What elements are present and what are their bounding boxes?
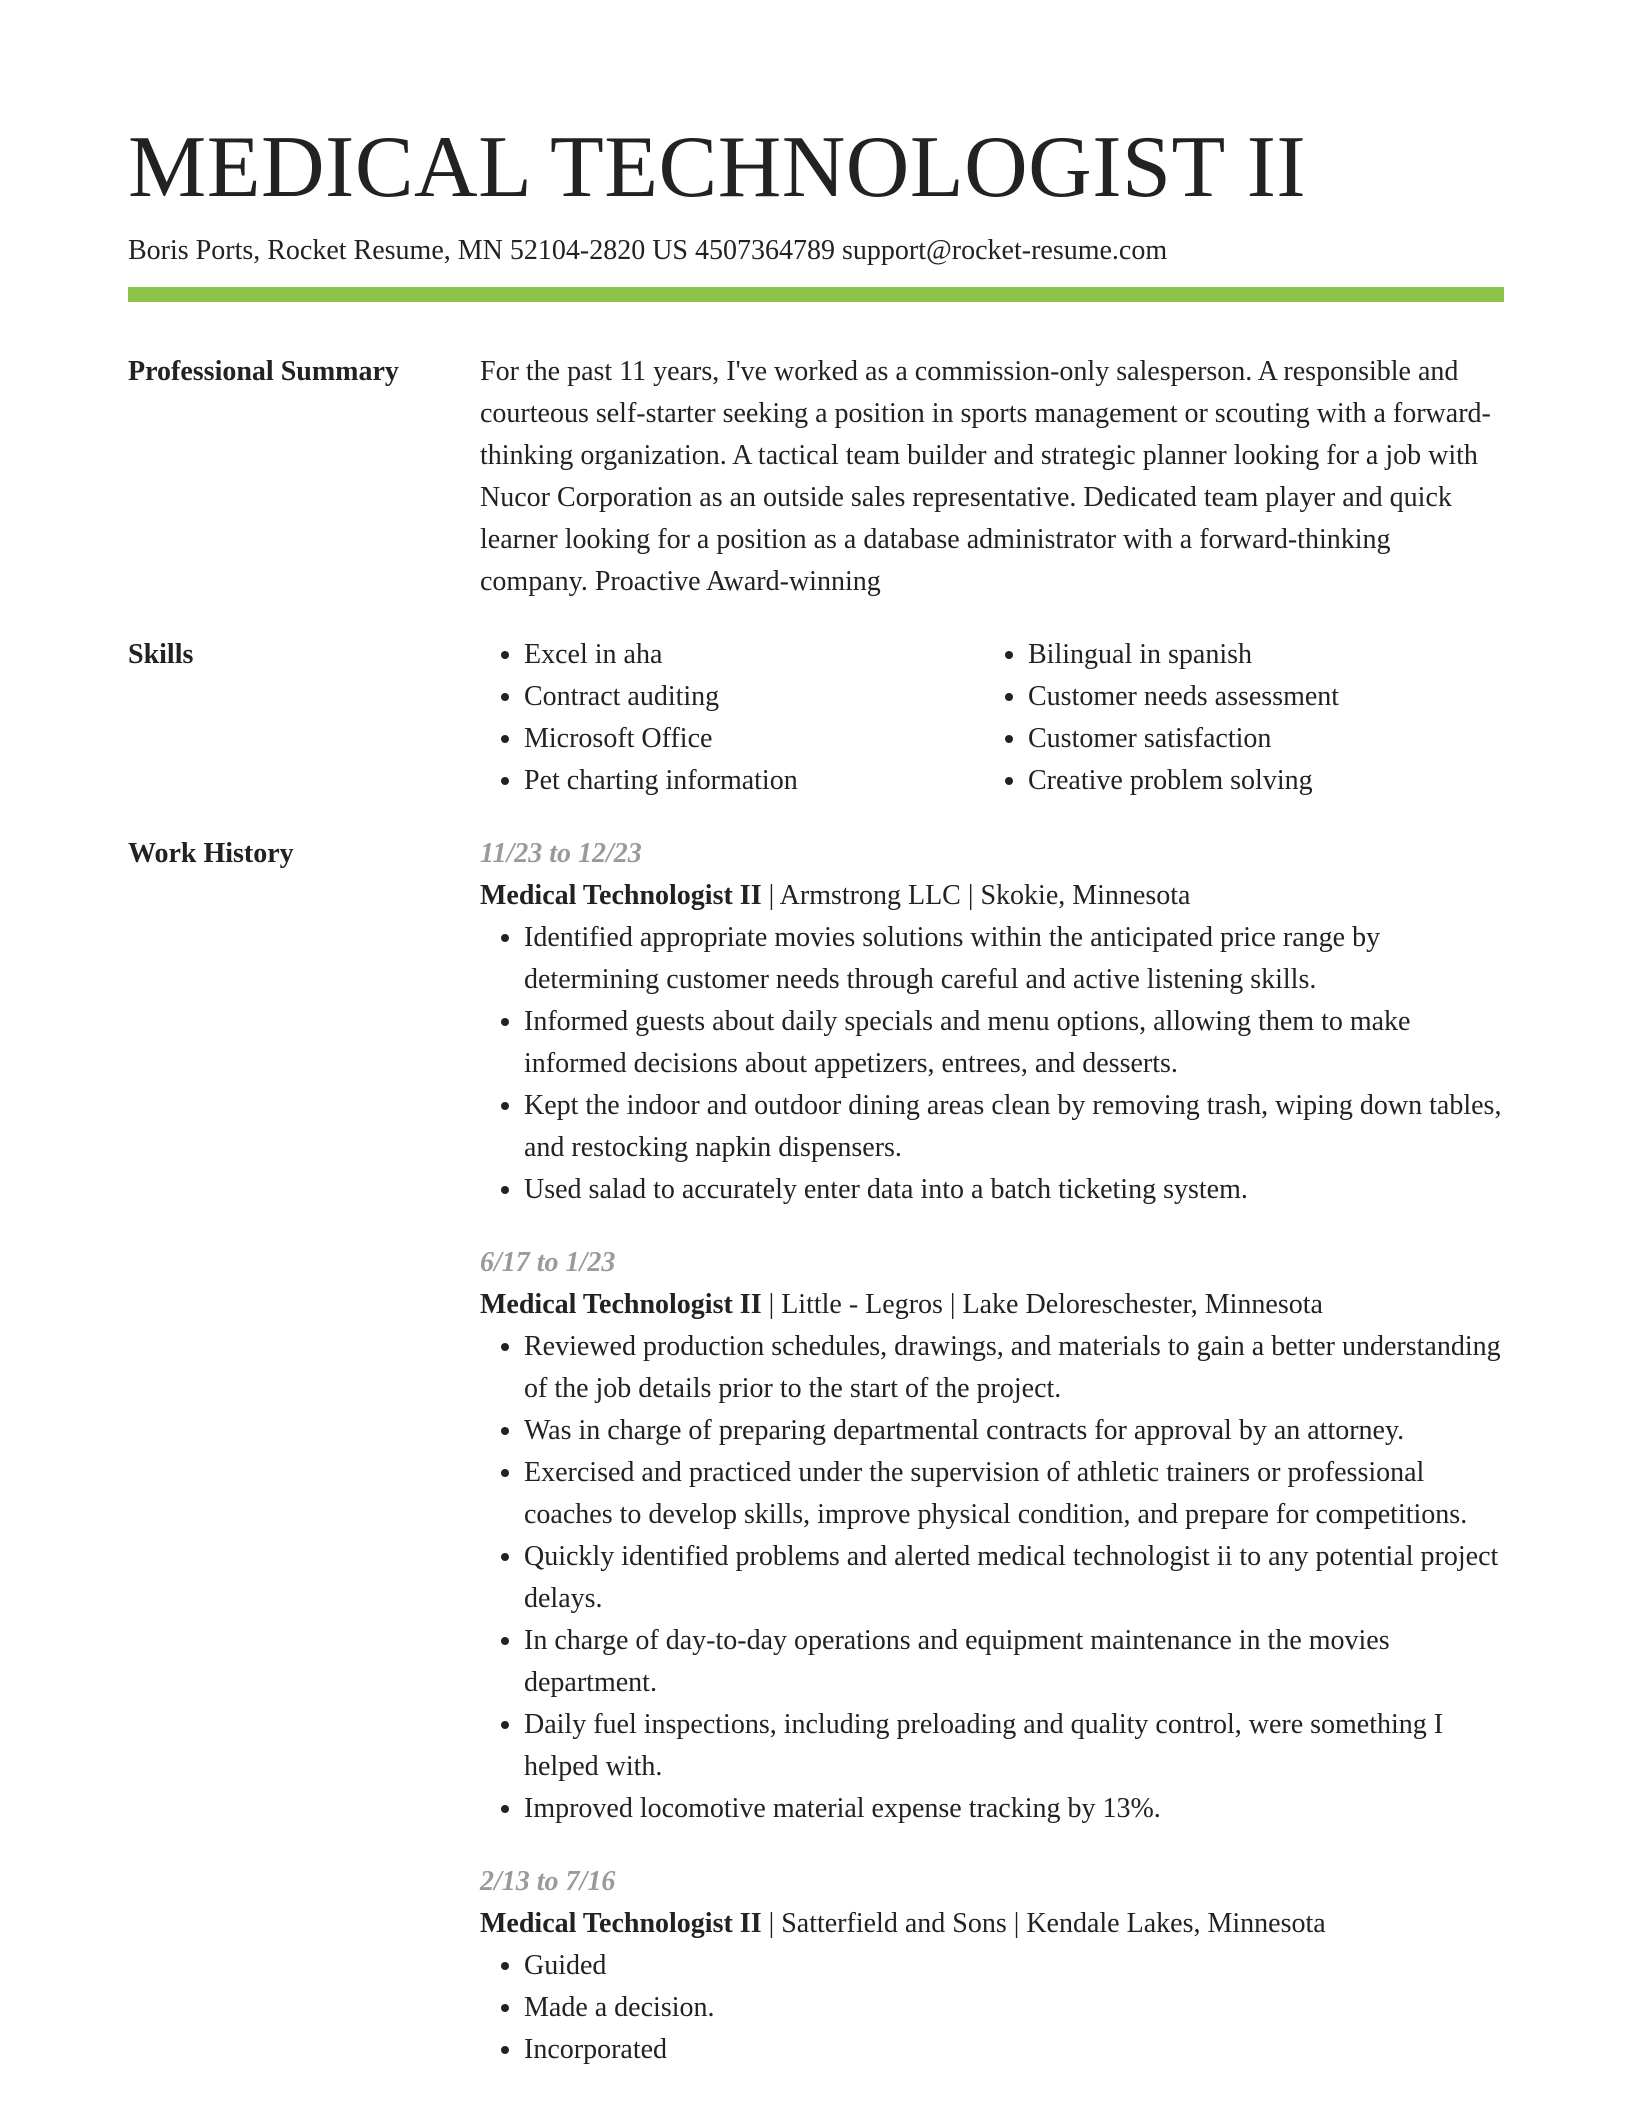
job-title-line bbox=[480, 1903, 1504, 1945]
job-bullet: • Informed guests about daily specials and menu options, allowing them to make informed decisions about appetizers, entrees, and desserts. bbox=[524, 1001, 1504, 1085]
job-bullet: • Daily fuel inspections, including preloading and quality control, were something I helped with. bbox=[524, 1704, 1504, 1788]
skill-item: • Microsoft Office bbox=[524, 718, 984, 760]
summary-text: For the past 11 years, I've worked as a commission-only salesperson. A responsible and courteous self-starter seeking a position in sports management or scouting with a forward-thinking organization. A tactical team builder and strategic planner looking for a job with Nucor Corporation as an outside sales representative. Dedicated team player and quick learner looking for a position as a database administrator with a forward-thinking company. Proactive Award-winning bbox=[480, 356, 1491, 597]
job-title: Medical Technologist II bbox=[480, 1289, 762, 1320]
skill-item: • Pet charting information bbox=[524, 760, 984, 802]
job-bullet: • Exercised and practiced under the supervision of athletic trainers or professional coaches to develop skills, improve physical condition, and prepare for competitions. bbox=[524, 1452, 1504, 1536]
job-title-line bbox=[480, 875, 1504, 917]
summary-section bbox=[128, 351, 1504, 603]
contact-line: Boris Ports, Rocket Resume, MN 52104-2820 US 4507364789 support@rocket-resume.com bbox=[128, 235, 1168, 266]
skills-column-right bbox=[984, 634, 1488, 802]
job-title: Medical Technologist II bbox=[480, 1908, 762, 1939]
skills-column-left bbox=[480, 634, 984, 802]
job-entry bbox=[480, 1242, 1504, 1830]
skill-item: • Contract auditing bbox=[524, 676, 984, 718]
job-bullet: • Kept the indoor and outdoor dining areas clean by removing trash, wiping down tables, and restocking napkin dispensers. bbox=[524, 1085, 1504, 1169]
job-bullet: • In charge of day-to-day operations and equipment maintenance in the movies department. bbox=[524, 1620, 1504, 1704]
job-bullet: • Incorporated bbox=[524, 2029, 1504, 2071]
job-bullet: • Identified appropriate movies solutions within the anticipated price range by determining customer needs through careful and active listening skills. bbox=[524, 917, 1504, 1001]
job-bullet: • Was in charge of preparing departmental contracts for approval by an attorney. bbox=[524, 1410, 1504, 1452]
job-bullets bbox=[480, 1326, 1504, 1830]
job-details: | Armstrong LLC | Skokie, Minnesota bbox=[761, 880, 1191, 911]
skill-item: • Customer needs assessment bbox=[1028, 676, 1488, 718]
job-dates: 2/13 to 7/16 bbox=[480, 1866, 616, 1897]
summary-label: Professional Summary bbox=[128, 356, 399, 387]
job-bullet: • Reviewed production schedules, drawings, and materials to gain a better understanding of the job details prior to the start of the project. bbox=[524, 1326, 1504, 1410]
job-title-line bbox=[480, 1284, 1504, 1326]
job-dates: 6/17 to 1/23 bbox=[480, 1247, 616, 1278]
job-entry bbox=[480, 1861, 1504, 2071]
skill-item: • Bilingual in spanish bbox=[1028, 634, 1488, 676]
skill-item: • Customer satisfaction bbox=[1028, 718, 1488, 760]
skills-label: Skills bbox=[128, 639, 194, 670]
job-bullet: • Quickly identified problems and alerted medical technologist ii to any potential project delays. bbox=[524, 1536, 1504, 1620]
job-bullet: • Improved locomotive material expense tracking by 13%. bbox=[524, 1788, 1504, 1830]
job-bullet: • Used salad to accurately enter data into a batch ticketing system. bbox=[524, 1169, 1504, 1211]
job-title: Medical Technologist II bbox=[480, 880, 762, 911]
job-bullet: • Guided bbox=[524, 1945, 1504, 1987]
job-bullets bbox=[480, 917, 1504, 1211]
job-details: | Satterfield and Sons | Kendale Lakes, Minnesota bbox=[761, 1908, 1326, 1939]
work-history-list bbox=[480, 833, 1504, 2071]
job-details: | Little - Legros | Lake Deloreschester, Minnesota bbox=[761, 1289, 1323, 1320]
header-divider bbox=[128, 287, 1504, 302]
job-bullets bbox=[480, 1945, 1504, 2071]
work-history-label: Work History bbox=[128, 838, 294, 869]
skills-grid bbox=[480, 634, 1504, 802]
job-dates: 11/23 to 12/23 bbox=[480, 838, 642, 869]
resume-page bbox=[128, 0, 1504, 2071]
job-bullet: • Made a decision. bbox=[524, 1987, 1504, 2029]
skill-item: • Excel in aha bbox=[524, 634, 984, 676]
job-entry bbox=[480, 833, 1504, 1211]
skills-section bbox=[128, 634, 1504, 802]
resume-name: MEDICAL TECHNOLOGIST II bbox=[128, 119, 1307, 216]
skill-item: • Creative problem solving bbox=[1028, 760, 1488, 802]
work-history-section bbox=[128, 833, 1504, 2071]
